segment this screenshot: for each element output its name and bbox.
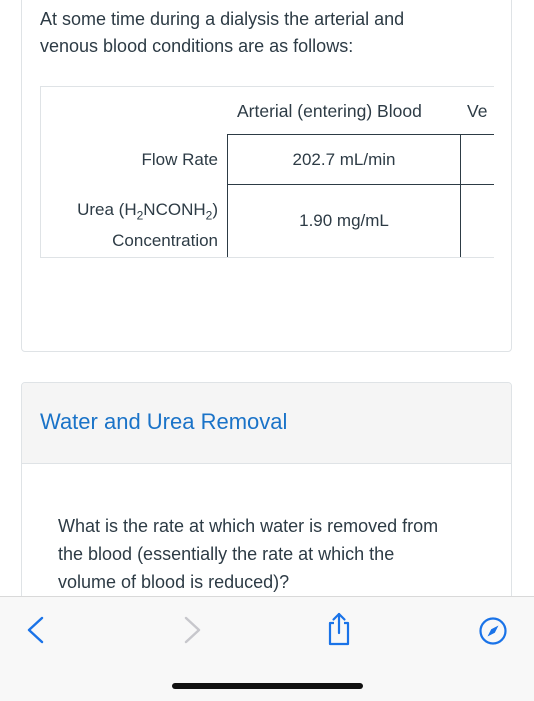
blood-conditions-table <box>40 86 494 258</box>
row-label-urea-line-1: Urea $(H_2NCONH_2)$ <box>77 200 218 223</box>
section-header <box>22 383 511 464</box>
row-label-urea <box>77 197 218 253</box>
question-line-2: the blood (essentially the rate at which the <box>58 544 395 564</box>
section-title: Water and Urea Removal <box>40 409 288 434</box>
home-indicator <box>172 683 363 689</box>
cell-venous-urea <box>460 184 494 258</box>
header-arterial: Arterial (entering) Blood <box>237 101 422 121</box>
header-venous: Ve <box>467 101 488 121</box>
intro-line-2: venous blood conditions are as follows: <box>40 36 354 56</box>
row-label-flow-rate: Flow Rate <box>141 150 218 169</box>
row-label-urea-line-2: Concentration <box>112 231 218 251</box>
intro-text <box>40 6 480 60</box>
forward-chevron-icon[interactable] <box>180 615 204 645</box>
cell-venous-flow-rate <box>460 134 494 185</box>
share-icon[interactable] <box>325 611 353 647</box>
question-line-1: What is the rate at which water is removed from <box>58 516 439 536</box>
cell-arterial-flow-rate: 202.7 mL/min <box>227 134 461 185</box>
question-line-3: volume of blood is reduced)? <box>58 572 290 592</box>
cell-arterial-urea: 1.90 mg/mL <box>227 184 461 258</box>
compass-icon[interactable] <box>478 616 508 646</box>
back-chevron-icon[interactable] <box>24 615 48 645</box>
intro-line-1: At some time during a dialysis the arterial and <box>40 9 405 29</box>
question-text <box>58 512 488 596</box>
